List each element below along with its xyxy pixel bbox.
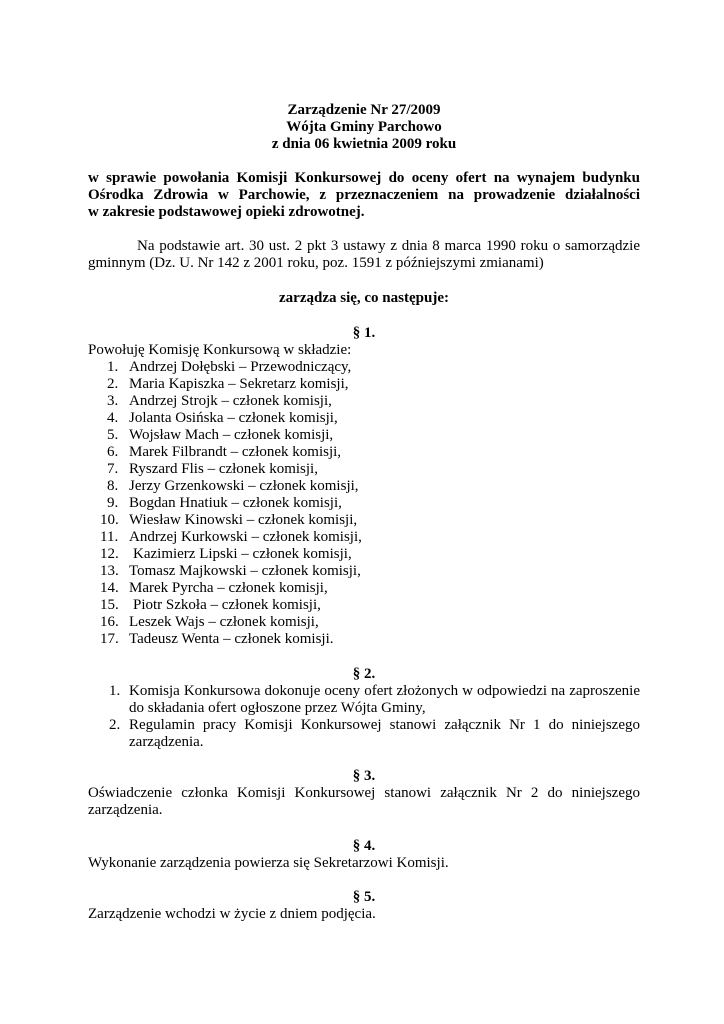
- list-item-number: 3.: [107, 393, 119, 409]
- document-header: [88, 102, 640, 153]
- decree-phrase: zarządza się, co następuje:: [279, 290, 449, 306]
- document-subject: [88, 170, 640, 221]
- point-line: zarządzenia.: [129, 734, 204, 750]
- member-entry: Tomasz Majkowski – członek komisji,: [129, 563, 361, 579]
- document-date: z dnia 06 kwietnia 2009 roku: [271, 136, 457, 152]
- section-3-text: Oświadczenie członka Komisji Konkursowej stanowi załącznik Nr 2 do niniejszego: [88, 785, 640, 801]
- list-item-number: 17.: [100, 631, 119, 647]
- section-2-sign: § 2.: [352, 666, 376, 682]
- list-item-number: 4.: [107, 410, 119, 426]
- member-entry: Andrzej Strojk – członek komisji,: [129, 393, 332, 409]
- list-item: [88, 614, 640, 631]
- member-entry: Piotr Szkoła – członek komisji,: [133, 597, 321, 613]
- list-item: [88, 376, 640, 393]
- legal-basis-line: Na podstawie art. 30 ust. 2 pkt 3 ustawy z dnia 8 marca 1990 roku o samorządzie: [137, 238, 640, 254]
- list-item-number: 9.: [107, 495, 119, 511]
- list-item-number: 2.: [109, 717, 121, 733]
- member-entry: Ryszard Flis – członek komisji,: [129, 461, 318, 477]
- list-item-number: 10.: [100, 512, 119, 528]
- list-item: [88, 461, 640, 478]
- legal-basis: [88, 238, 640, 272]
- list-item: [88, 717, 640, 751]
- member-entry: Leszek Wajs – członek komisji,: [129, 614, 319, 630]
- list-item-number: 1.: [109, 683, 121, 699]
- section-2-points: [88, 683, 640, 751]
- member-entry: Bogdan Hnatiuk – członek komisji,: [129, 495, 342, 511]
- section-1-intro: Powołuję Komisję Konkursową w składzie:: [88, 342, 352, 358]
- list-item-number: 8.: [107, 478, 119, 494]
- list-item: [88, 359, 640, 376]
- list-item: [88, 393, 640, 410]
- member-entry: Kazimierz Lipski – członek komisji,: [133, 546, 352, 562]
- list-item: [88, 512, 640, 529]
- list-item: [88, 597, 640, 614]
- list-item: [88, 427, 640, 444]
- section-3-text: zarządzenia.: [88, 802, 163, 818]
- member-entry: Wiesław Kinowski – członek komisji,: [129, 512, 358, 528]
- legal-basis-line: gminnym (Dz. U. Nr 142 z 2001 roku, poz. 1591 z późniejszymi zmianami): [88, 255, 544, 271]
- section-4-text: Wykonanie zarządzenia powierza się Sekretarzowi Komisji.: [88, 855, 449, 871]
- list-item-number: 7.: [107, 461, 119, 477]
- member-entry: Andrzej Kurkowski – członek komisji,: [129, 529, 362, 545]
- member-entry: Marek Filbrandt – członek komisji,: [129, 444, 342, 460]
- document-content: [88, 102, 640, 923]
- list-item: [88, 478, 640, 495]
- member-entry: Maria Kapiszka – Sekretarz komisji,: [129, 376, 349, 392]
- point-line: Komisja Konkursowa dokonuje oceny ofert złożonych w odpowiedzi na zaproszenie: [129, 683, 640, 699]
- point-line: Regulamin pracy Komisji Konkursowej stanowi załącznik Nr 1 do niniejszego: [129, 717, 640, 733]
- list-item: [88, 683, 640, 717]
- list-item: [88, 631, 640, 648]
- section-5-sign: § 5.: [352, 889, 376, 905]
- list-item: [88, 546, 640, 563]
- list-item: [88, 563, 640, 580]
- document-issuer: Wójta Gminy Parchowo: [286, 119, 442, 135]
- list-item-number: 14.: [100, 580, 119, 596]
- list-item-number: 12.: [100, 546, 119, 562]
- section-1-sign: § 1.: [352, 325, 376, 341]
- list-item-number: 11.: [100, 529, 119, 545]
- document-title: Zarządzenie Nr 27/2009: [287, 102, 441, 118]
- list-item: [88, 444, 640, 461]
- list-item-number: 13.: [100, 563, 119, 579]
- list-item: [88, 529, 640, 546]
- member-entry: Jolanta Osińska – członek komisji,: [129, 410, 338, 426]
- list-item-number: 1.: [107, 359, 119, 375]
- member-entry: Andrzej Dołębski – Przewodniczący,: [129, 359, 352, 375]
- commission-members-list: [88, 359, 640, 648]
- subject-line: w sprawie powołania Komisji Konkursowej do oceny ofert na wynajem budynku: [88, 170, 640, 186]
- member-entry: Tadeusz Wenta – członek komisji.: [129, 631, 334, 647]
- list-item-number: 15.: [100, 597, 119, 613]
- list-item-number: 6.: [107, 444, 119, 460]
- list-item-number: 2.: [107, 376, 119, 392]
- list-item: [88, 495, 640, 512]
- list-item: [88, 580, 640, 597]
- subject-line: Ośrodka Zdrowia w Parchowie, z przeznaczeniem na prowadzenie działalności: [88, 187, 640, 203]
- member-entry: Jerzy Grzenkowski – członek komisji,: [129, 478, 359, 494]
- subject-line: w zakresie podstawowej opieki zdrowotnej.: [88, 204, 365, 220]
- section-4-sign: § 4.: [352, 838, 376, 854]
- member-entry: Wojsław Mach – członek komisji,: [129, 427, 334, 443]
- section-3-sign: § 3.: [352, 768, 376, 784]
- list-item: [88, 410, 640, 427]
- section-5-text: Zarządzenie wchodzi w życie z dniem podjęcia.: [88, 906, 376, 922]
- list-item-number: 16.: [100, 614, 119, 630]
- list-item-number: 5.: [107, 427, 119, 443]
- member-entry: Marek Pyrcha – członek komisji,: [129, 580, 328, 596]
- point-line: do składania ofert ogłoszone przez Wójta Gminy,: [129, 700, 426, 716]
